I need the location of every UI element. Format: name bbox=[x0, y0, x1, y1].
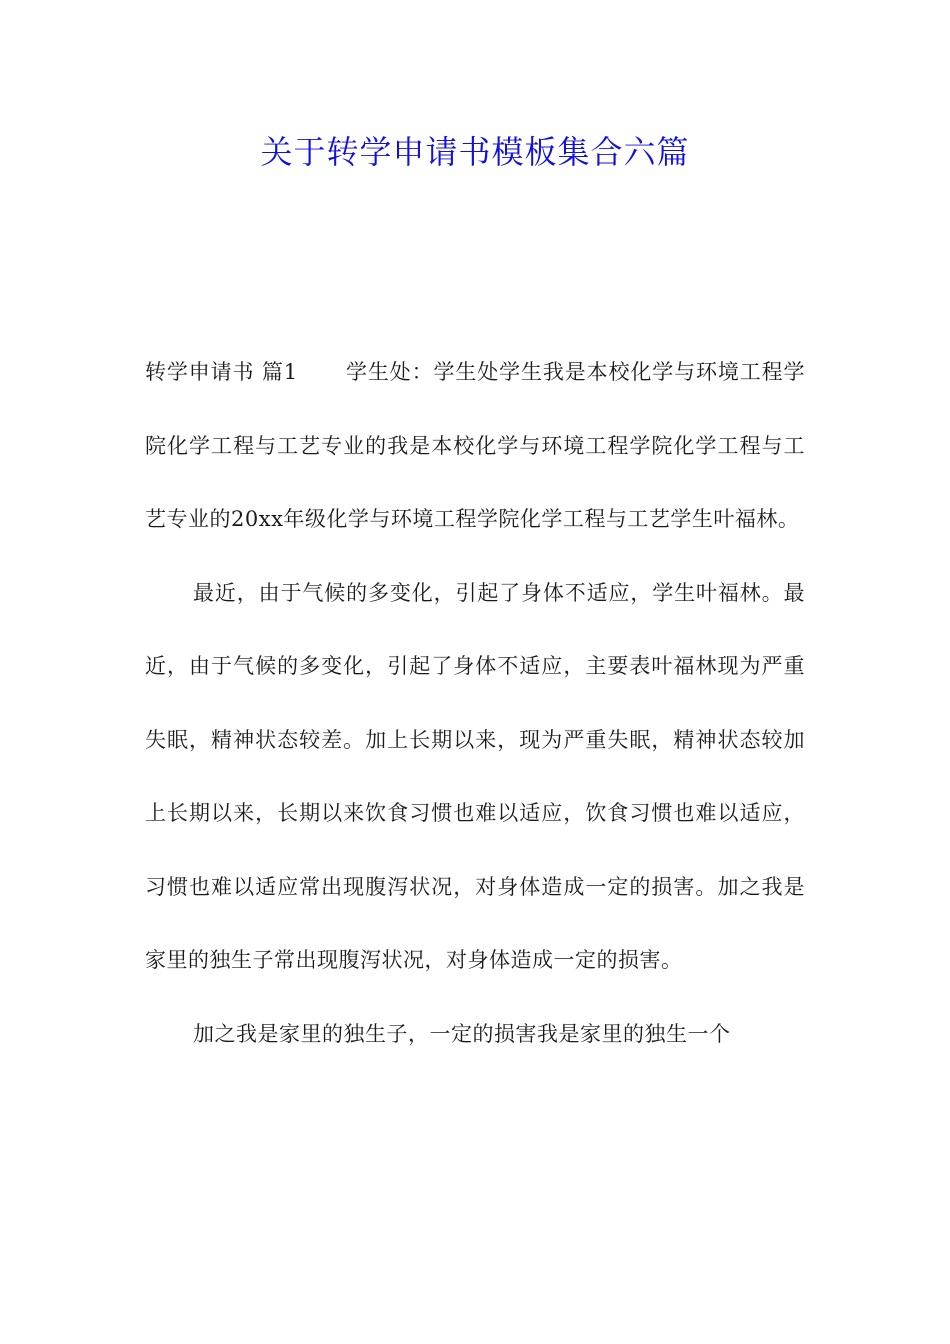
paragraph-1 bbox=[145, 336, 805, 557]
document-title: 关于转学申请书模板集合六篇 bbox=[260, 133, 690, 171]
section-heading: 转学申请书 篇1 bbox=[145, 360, 298, 384]
paragraph-3: 加之我是家里的独生子，一定的损害我是家里的独生一个 bbox=[193, 1021, 731, 1046]
paragraph-text: 学生处：学生处学生我是本校化学与环境工程学院化学工程与工艺专业的我是本校化学与环境工程学院化学工程与工艺专业的20xx年级化学与环境工程学院化学工程与工艺学生叶福林。 bbox=[145, 360, 805, 531]
paragraph-2: 最近，由于气候的多变化，引起了身体不适应，学生叶福林。最近，由于气候的多变化，引起了身体不适应，主要表叶福林现为严重失眠，精神状态较差。加上长期以来，现为严重失眠，精神状态较加上长期以来，长期以来饮食习惯也难以适应，饮食习惯也难以适应，习惯也难以适应常出现腹泻状况，对身体造成一定的损害。加之我是家里的独生子常出现腹泻状况，对身体造成一定的损害。 bbox=[145, 580, 805, 972]
document-body bbox=[145, 336, 805, 1071]
